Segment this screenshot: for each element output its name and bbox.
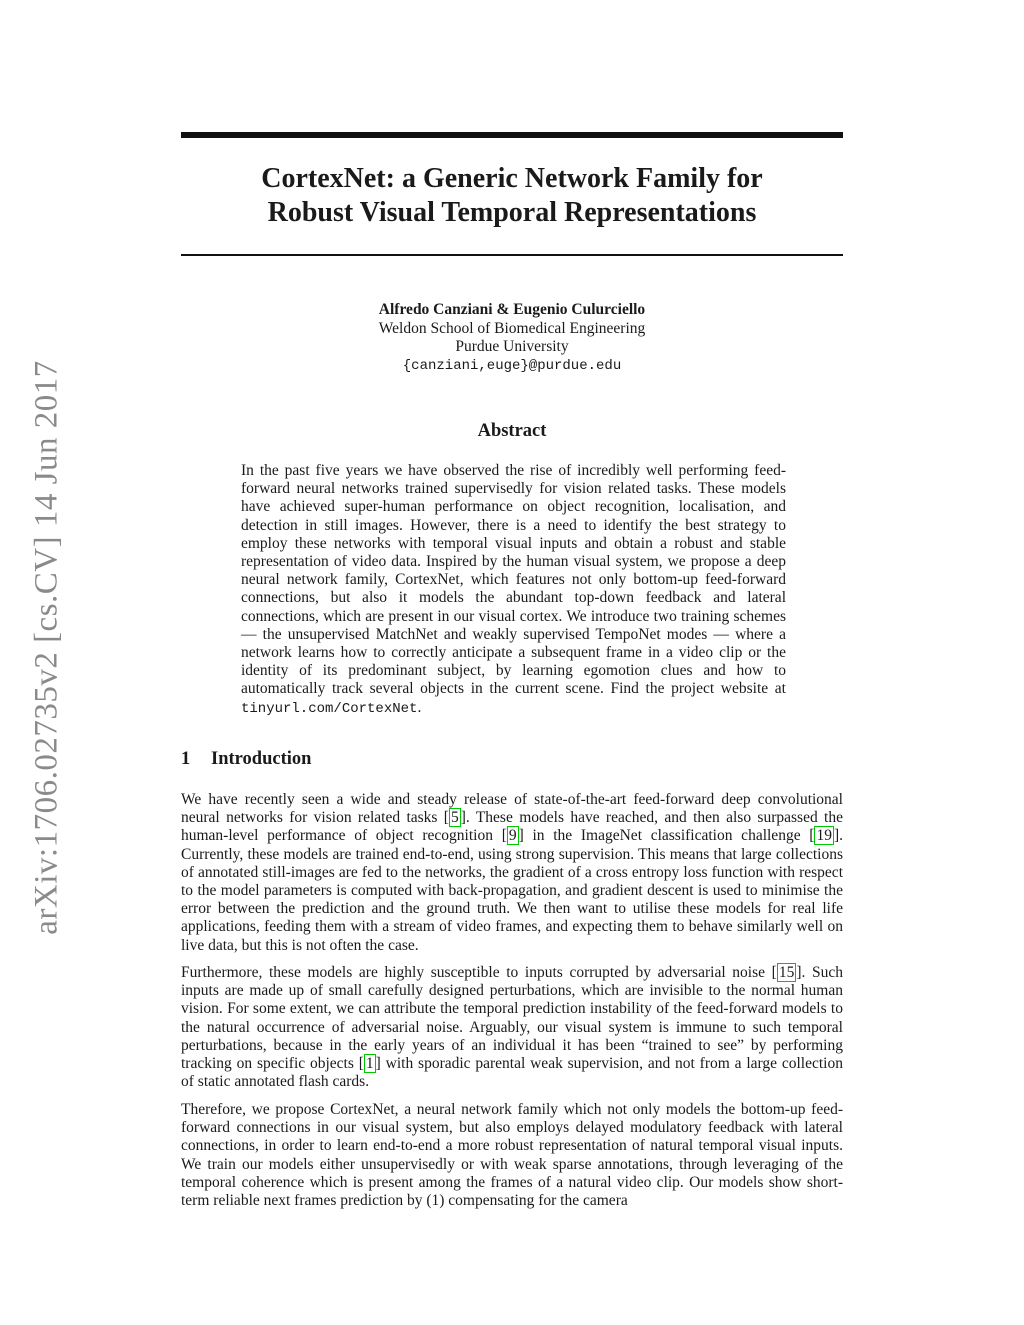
title-rule-bottom — [181, 254, 843, 256]
citation-link[interactable]: 15 — [778, 964, 795, 981]
text-run: in the ImageNet classification challenge — [523, 827, 810, 845]
paper-title — [181, 162, 843, 230]
section-number: 1 — [181, 749, 191, 769]
intro-paragraph-1: We have recently seen a wide and steady release of state-of-the-art feed-forward deep convolutional neural networks for vision related tasks [ 5 ]. These models have reached, and then also surpassed the human-level performance of object recognition [ 9 ] in the ImageNet classification challenge [ 19 ]. Currently, these models are trained end-to-end, using strong supervision. This means that large collections of annotated still-images are fed to the networks, the gradient of a cross entropy loss function with respect to the model parameters is computed with back-propagation, and gradient descent is used to minimise the error between the prediction and the ground truth. We then want to utilise these models for real life applications, feeding them with a stream of video frames, and expecting them to behave similarly well on live data, but this is not often the case. — [181, 791, 843, 954]
text-run: . Such inputs are made up of small carefully designed perturbations, which are invisible to the normal human vision. For some extent, we can attribute the temporal prediction instability of the feed-forward models to the natural occurrence of adversarial noise. Arguably, our visual system is immune to such temporal perturbations, because in the early years of an individual it has been “trained to see” by performing tracking on specific objects — [181, 964, 844, 1073]
intro-paragraph-3: Therefore, we propose CortexNet, a neural network family which not only models the bottom-up feed-forward connections in our visual system, but also employs delayed modulatory feedback with lateral connections, in order to learn end-to-end a more robust representation of natural temporal visual inputs. We train our models either unsupervisedly or with weak sparse annotations, through leveraging of the temporal coherence which is present among the frames of a natural video clip. Our models show short-term reliable next frames prediction by (1) compensating for the camera — [181, 1101, 843, 1210]
citation-link[interactable]: 9 — [508, 827, 517, 845]
title-rule-top — [181, 132, 843, 138]
author-names: Alfredo Canziani & Eugenio Culurciello — [378, 301, 646, 318]
abstract-end: . — [417, 698, 422, 716]
arxiv-stamp — [12, 355, 82, 940]
text-run: We have recently seen a wide and steady release of state-of-the-art feed-forward deep convolutional neural networks for vision related tasks — [181, 791, 843, 827]
author-university: Purdue University — [455, 338, 569, 355]
project-url-link[interactable]: tinyurl.com/CortexNet — [241, 700, 418, 717]
abstract-body — [241, 462, 786, 718]
title-line-1: CortexNet: a Generic Network Family for — [261, 163, 763, 194]
intro-paragraph-2: Furthermore, these models are highly susceptible to inputs corrupted by adversarial noise [ 15 ]. Such inputs are made up of small carefully designed perturbations, which are invisible to the normal human vision. For some extent, we can attribute the temporal prediction instability of the feed-forward models to the natural occurrence of adversarial noise. Arguably, our visual system is immune to such temporal perturbations, because in the early years of an individual it has been “trained to see” by performing tracking on specific objects [ 1 ] with sporadic parental weak supervision, and not from a large collection of static annotated flash cards. — [181, 964, 844, 1091]
author-email[interactable]: {canziani,euge}@purdue.edu — [402, 357, 622, 374]
arxiv-id: arXiv:1706.02735v2 [cs.CV] 14 Jun 2017 — [28, 360, 65, 935]
author-affiliation: Weldon School of Biomedical Engineering — [378, 319, 646, 337]
text-run: . These models have reached, and then also surpassed the human-level performance of object recognition — [181, 809, 843, 845]
text-run: with sporadic parental weak supervision, and not from a large collection of static annotated flash cards. — [181, 1055, 843, 1091]
abstract-text: In the past five years we have observed the rise of incredibly well performing feed-forward neural networks trained supervisedly for vision related tasks. These models have achieved super-human performance on object recognition, localisation, and detection in still images. However, there is a need to identify the best strategy to employ these networks with temporal visual inputs and obtain a robust and stable representation of video data. Inspired by the human visual system, we propose a deep neural network family, CortexNet, which features not only bottom-up feed-forward connections, but also it models the abundant top-down feedback and lateral connections, which are present in our visual cortex. We introduce two training schemes — the unsupervised MatchNet and weakly supervised TempoNet modes — where a network learns how to correctly anticipate a subsequent frame in a video clip or the identity of its predominant subject, by learning egomotion clues and how to automatically track several objects in the current scene. Find the project website at — [241, 462, 786, 698]
section-title: Introduction — [211, 749, 312, 769]
text-run: Furthermore, these models are highly susceptible to inputs corrupted by adversarial noise — [181, 964, 772, 981]
author-block — [181, 301, 843, 375]
title-line-2: Robust Visual Temporal Representations — [267, 197, 757, 228]
section-heading-introduction — [181, 749, 311, 770]
citation-link[interactable]: 1 — [365, 1055, 374, 1073]
abstract-heading: Abstract — [477, 421, 547, 441]
citation-link[interactable]: 19 — [816, 827, 832, 845]
citation-link[interactable]: 5 — [450, 809, 459, 827]
text-run: . Currently, these models are trained end-to-end, using strong supervision. This means that large collections of annotated still-images are fed to the networks, the gradient of a cross entropy loss function with respect to the model parameters is computed with back-propagation, and gradient descent is used to minimise the error between the prediction and the ground truth. We then want to utilise these models for real life applications, feeding them with a stream of video frames, and expecting them to behave similarly well on live data, but this is not often the case. — [181, 827, 843, 954]
